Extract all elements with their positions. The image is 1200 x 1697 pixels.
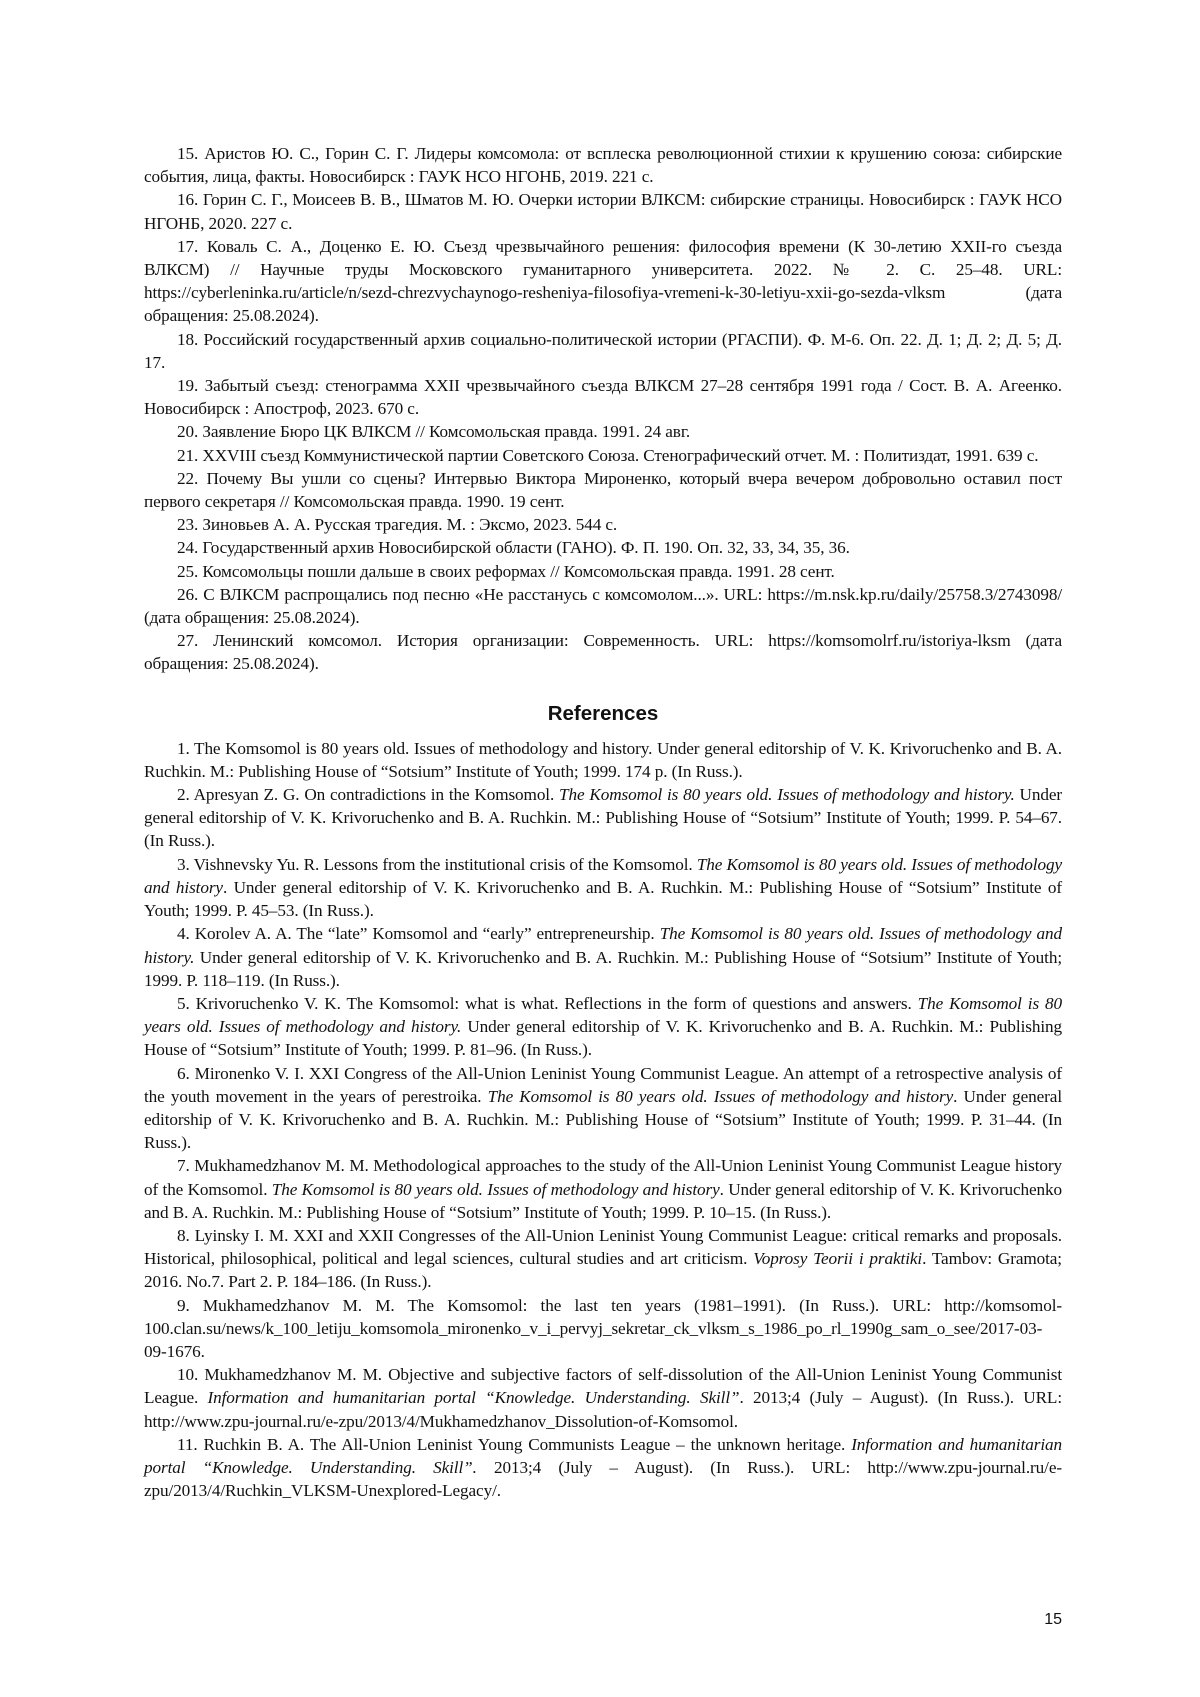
- reference-item: [144, 737, 1062, 783]
- reference-item: [144, 1433, 1062, 1503]
- reference-item: [144, 1224, 1062, 1294]
- journal-page: [0, 0, 1200, 1697]
- reference-item: [144, 853, 1062, 923]
- reference-item: 18. Российский государственный архив социально-политической истории (РГАСПИ). Ф. М-6. Оп. 22. Д. 1; Д. 2; Д. 5; Д. 17.: [144, 328, 1062, 374]
- reference-before-text: 4. Korolev A. A. The “late” Komsomol and “early” entrepreneurship.: [177, 924, 660, 943]
- reference-item: 16. Горин С. Г., Моисеев В. В., Шматов М. Ю. Очерки истории ВЛКСМ: сибирские страницы. Новосибирск : ГАУК НСО НГОНБ, 2020. 227 с.: [144, 188, 1062, 234]
- reference-item: 19. Забытый съезд: стенограмма XXII чрезвычайного съезда ВЛКСМ 27–28 сентября 1991 года / Сост. В. А. Агеенко. Новосибирск : Апостроф, 2023. 670 с.: [144, 374, 1062, 420]
- reference-item: 26. С ВЛКСМ распрощались под песню «Не расстанусь с комсомолом...». URL: https://m.nsk.kp.ru/daily/25758.3/2743098/ (дата обращения: 25.08.2024).: [144, 583, 1062, 629]
- reference-item: 15. Аристов Ю. С., Горин С. Г. Лидеры комсомола: от всплеска революционной стихии к крушению союза: сибирские события, лица, факты. Новосибирск : ГАУК НСО НГОНБ, 2019. 221 с.: [144, 142, 1062, 188]
- reference-italic-text: The Komsomol is 80 years old. Issues of methodology and history.: [144, 994, 1062, 1036]
- reference-italic-text: Information and humanitarian portal “Knowledge. Understanding. Skill”: [208, 1388, 740, 1407]
- reference-item: 24. Государственный архив Новосибирской области (ГАНО). Ф. П. 190. Оп. 32, 33, 34, 35, 36.: [144, 536, 1062, 559]
- reference-after-text: . Under general editorship of V. K. Krivoruchenko and B. A. Ruchkin. M.: Publishing House of “Sotsium” Institute of Youth; 1999. P. 31–44. (In Russ.).: [144, 1087, 1062, 1152]
- reference-before-text: 10. Mukhamedzhanov M. M. Objective and subjective factors of self-dissolution of the All-Union Leninist Young Communist League.: [144, 1365, 1062, 1407]
- reference-item: [144, 1294, 1062, 1364]
- reference-before-text: 5. Krivoruchenko V. K. The Komsomol: what is what. Reflections in the form of questions and answers.: [177, 994, 918, 1013]
- reference-before-text: 8. Lyinsky I. M. XXI and XXII Congresses of the All-Union Leninist Young Communist League: critical remarks and proposals. Historical, philosophical, political and legal sciences, cultural studies and art criticism.: [144, 1226, 1062, 1268]
- russian-reference-list: [144, 142, 1062, 676]
- reference-item: [144, 1062, 1062, 1155]
- reference-before-text: 2. Apresyan Z. G. On contradictions in the Komsomol.: [177, 785, 559, 804]
- english-reference-list: [144, 737, 1062, 1503]
- reference-after-text: . 2013;4 (July – August). (In Russ.). URL: http://www.zpu-journal.ru/e-zpu/2013/4/Mukhamedzhanov_Dissolution-of-Komsomol.: [144, 1388, 1062, 1430]
- reference-after-text: Under general editorship of V. K. Krivoruchenko and B. A. Ruchkin. M.: Publishing House of “Sotsium” Institute of Youth; 1999. P. 54–67. (In Russ.).: [144, 785, 1062, 850]
- reference-item: 23. Зиновьев А. А. Русская трагедия. М. : Эксмо, 2023. 544 с.: [144, 513, 1062, 536]
- reference-after-text: 2013;4 (July – August). (In Russ.). URL: http://www.zpu-journal.ru/e-zpu/2013/4/Ruchkin_VLKSM-Unexplored-Legacy/.: [144, 1458, 1062, 1500]
- references-heading: References: [144, 701, 1062, 727]
- reference-item: 21. XXVIII съезд Коммунистической партии Советского Союза. Стенографический отчет. М. : Политиздат, 1991. 639 с.: [144, 444, 1062, 467]
- reference-before-text: 7. Mukhamedzhanov M. M. Methodological approaches to the study of the All-Union Leninist Young Communist League history of the Komsomol.: [144, 1156, 1062, 1198]
- reference-before-text: 11. Ruchkin B. A. The All-Union Leninist Young Communists League – the unknown heritage.: [177, 1435, 851, 1454]
- reference-item: [144, 1154, 1062, 1224]
- reference-italic-text: Voprosy Teorii i praktiki: [753, 1249, 922, 1268]
- reference-italic-text: The Komsomol is 80 years old. Issues of methodology and history.: [559, 785, 1015, 804]
- reference-italic-text: The Komsomol is 80 years old. Issues of methodology and history: [488, 1087, 954, 1106]
- reference-before-text: 6. Mironenko V. I. XXI Congress of the All-Union Leninist Young Communist League. An attempt of a retrospective analysis of the youth movement in the years of perestroika.: [144, 1064, 1062, 1106]
- reference-list: [144, 142, 1062, 1502]
- reference-item: 17. Коваль С. А., Доценко Е. Ю. Съезд чрезвычайного решения: философия времени (К 30-летию XXII-го съезда ВЛКСМ) // Научные труды Московского гуманитарного университета. 2022. № 2. С. 25–48. URL: https://cyberleninka.ru/article/n/sezd-chrezvychaynogo-resheniya-filosofiya-vremeni-k-30-letiyu-xxii-go-sezda-vlksm (дата обращения: 25.08.2024).: [144, 235, 1062, 328]
- reference-item: 20. Заявление Бюро ЦК ВЛКСМ // Комсомольская правда. 1991. 24 авг.: [144, 420, 1062, 443]
- reference-italic-text: The Komsomol is 80 years old. Issues of methodology and history: [272, 1180, 720, 1199]
- reference-item: 22. Почему Вы ушли со сцены? Интервью Виктора Мироненко, который вчера вечером добровольно оставил пост первого секретаря // Комсомольская правда. 1990. 19 сент.: [144, 467, 1062, 513]
- reference-after-text: . Under general editorship of V. K. Krivoruchenko and B. A. Ruchkin. M.: Publishing House of “Sotsium” Institute of Youth; 1999. P. 10–15. (In Russ.).: [144, 1180, 1062, 1222]
- reference-item: [144, 1363, 1062, 1433]
- reference-item: [144, 922, 1062, 992]
- page-number: 15: [1030, 1611, 1062, 1629]
- reference-after-text: . Under general editorship of V. K. Krivoruchenko and B. A. Ruchkin. M.: Publishing House of “Sotsium” Institute of Youth; 1999. P. 45–53. (In Russ.).: [144, 878, 1062, 920]
- reference-before-text: 1. The Komsomol is 80 years old. Issues of methodology and history. Under general editorship of V. K. Krivoruchenko and B. A. Ruchkin. M.: Publishing House of “Sotsium” Institute of Youth; 1999. 174 p. (In Russ.).: [144, 739, 1062, 781]
- reference-italic-text: Information and humanitarian portal “Knowledge. Understanding. Skill”.: [144, 1435, 1062, 1477]
- reference-after-text: Under general editorship of V. K. Krivoruchenko and B. A. Ruchkin. M.: Publishing House of “Sotsium” Institute of Youth; 1999. P. 81–96. (In Russ.).: [144, 1017, 1062, 1059]
- reference-item: [144, 783, 1062, 853]
- reference-item: 27. Ленинский комсомол. История организации: Современность. URL: https://komsomolrf.ru/istoriya-lksm (дата обращения: 25.08.2024).: [144, 629, 1062, 675]
- reference-item: [144, 992, 1062, 1062]
- reference-italic-text: The Komsomol is 80 years old. Issues of methodology and history.: [144, 924, 1062, 966]
- reference-italic-text: The Komsomol is 80 years old. Issues of methodology and history: [144, 855, 1062, 897]
- reference-after-text: . Tambov: Gramota; 2016. No.7. Part 2. P. 184–186. (In Russ.).: [144, 1249, 1062, 1291]
- reference-before-text: 3. Vishnevsky Yu. R. Lessons from the institutional crisis of the Komsomol.: [177, 855, 697, 874]
- reference-item: 25. Комсомольцы пошли дальше в своих реформах // Комсомольская правда. 1991. 28 сент.: [144, 560, 1062, 583]
- reference-after-text: Under general editorship of V. K. Krivoruchenko and B. A. Ruchkin. M.: Publishing House of “Sotsium” Institute of Youth; 1999. P. 118–119. (In Russ.).: [144, 948, 1062, 990]
- reference-before-text: 9. Mukhamedzhanov M. M. The Komsomol: the last ten years (1981–1991). (In Russ.). URL: http://komsomol-100.clan.su/news/k_100_letiju_komsomola_mironenko_v_i_pervyj_sekretar_ck_vlksm_s_1986_po_rl_1990g_sam_o_see/2017-03-09-1676.: [144, 1296, 1062, 1361]
